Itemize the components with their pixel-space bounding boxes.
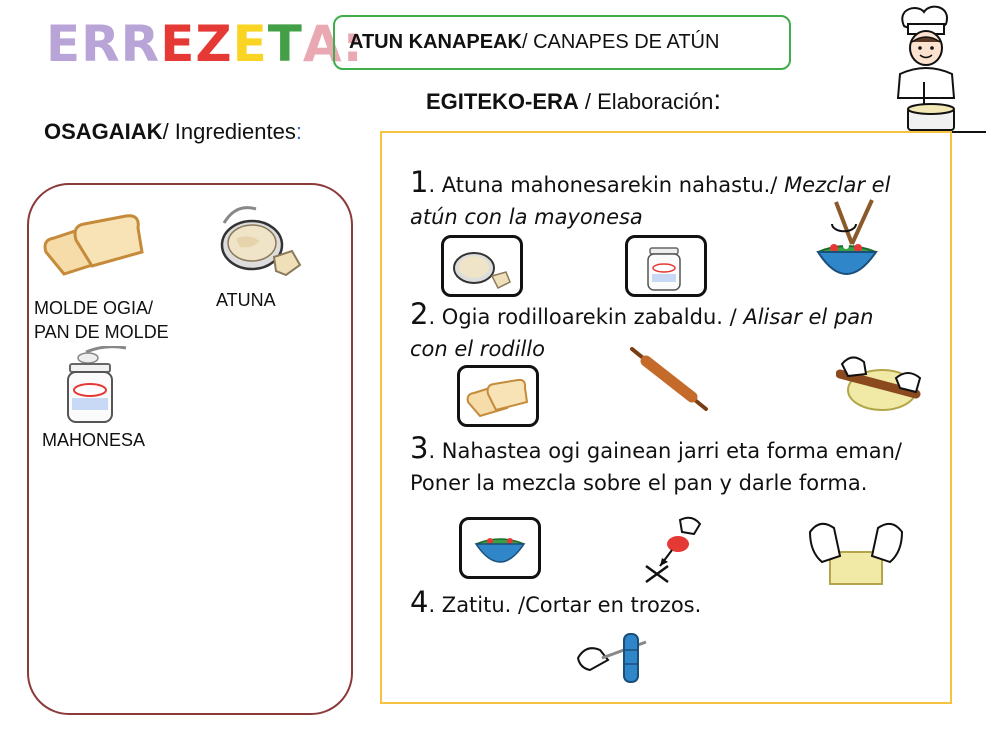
elaboration-basque: EGITEKO-ERA <box>426 89 579 114</box>
title-letter: T <box>267 15 303 73</box>
step-basque: . Atuna mahonesarekin nahastu./ <box>428 173 785 197</box>
recipe-name-spanish: / CANAPES DE ATÚN <box>521 31 720 53</box>
step-number: 2 <box>410 297 429 331</box>
ingredients-colon: : <box>295 119 302 144</box>
title-letter: R <box>81 15 121 73</box>
step-3-text <box>410 432 902 499</box>
ingredient-bread-label-line: MOLDE OGIA/ <box>34 298 154 318</box>
elaboration-colon: : <box>713 84 722 115</box>
cutting-knife-icon <box>576 628 656 688</box>
ingredients-basque: OSAGAIAK <box>44 119 163 144</box>
step-4-text <box>410 586 701 621</box>
elaboration-spanish: / Elaboración <box>578 89 714 114</box>
mayonnaise-jar-icon <box>62 346 132 426</box>
bread-slices-icon <box>42 212 154 282</box>
ingredient-bread-label-line: PAN DE MOLDE <box>34 322 169 342</box>
title-letter: : <box>342 15 364 73</box>
ingredients-heading <box>44 119 302 145</box>
recipe-name-basque: ATUN KANAPEAK <box>349 31 522 53</box>
title-letter: E <box>232 15 268 73</box>
recipe-name-box <box>333 15 791 70</box>
tuna-can-icon <box>216 203 306 283</box>
step-basque: . Zatitu. /Cortar en trozos. <box>428 593 702 617</box>
rolling-dough-hands-icon <box>836 338 924 414</box>
title-letter: Z <box>195 15 233 73</box>
title-letter: E <box>160 15 196 73</box>
shaping-bread-hands-icon <box>806 512 906 588</box>
step-number: 3 <box>410 431 429 465</box>
step-basque: . Ogia rodilloarekin zabaldu. / <box>428 305 744 329</box>
step-spanish: Poner la mezcla sobre el pan y darle forma. <box>410 471 868 495</box>
ingredient-mayonnaise-label: MAHONESA <box>42 430 146 450</box>
step-spanish: Alisar el pan <box>743 305 874 329</box>
title-letter: E <box>46 15 82 73</box>
page-title <box>46 14 364 74</box>
step-number: 1 <box>410 165 429 199</box>
ingredients-spanish: / Ingredientes <box>162 119 296 144</box>
step-number: 4 <box>410 585 429 619</box>
step-basque: . Nahastea ogi gainean jarri eta forma eman/ <box>428 439 902 463</box>
bread-slices-icon <box>457 365 539 427</box>
title-letter: R <box>120 15 161 73</box>
chef-stirring-pot-icon <box>862 2 988 138</box>
mixing-bowl-icon <box>459 517 541 579</box>
tuna-can-icon <box>441 235 523 297</box>
step-spanish: atún con la mayonesa <box>410 205 643 229</box>
mayonnaise-jar-icon <box>625 235 707 297</box>
mixing-bowl-icon <box>806 196 888 292</box>
ingredient-tuna-label: ATUNA <box>216 290 276 310</box>
rolling-pin-icon <box>626 343 712 415</box>
ingredient-bread-label <box>34 296 169 344</box>
title-letter: A <box>302 15 343 73</box>
step-spanish: con el rodillo <box>410 337 545 361</box>
step-spanish: Mezclar el <box>784 173 891 197</box>
elaboration-heading <box>426 84 721 116</box>
place-here-icon <box>638 510 710 586</box>
